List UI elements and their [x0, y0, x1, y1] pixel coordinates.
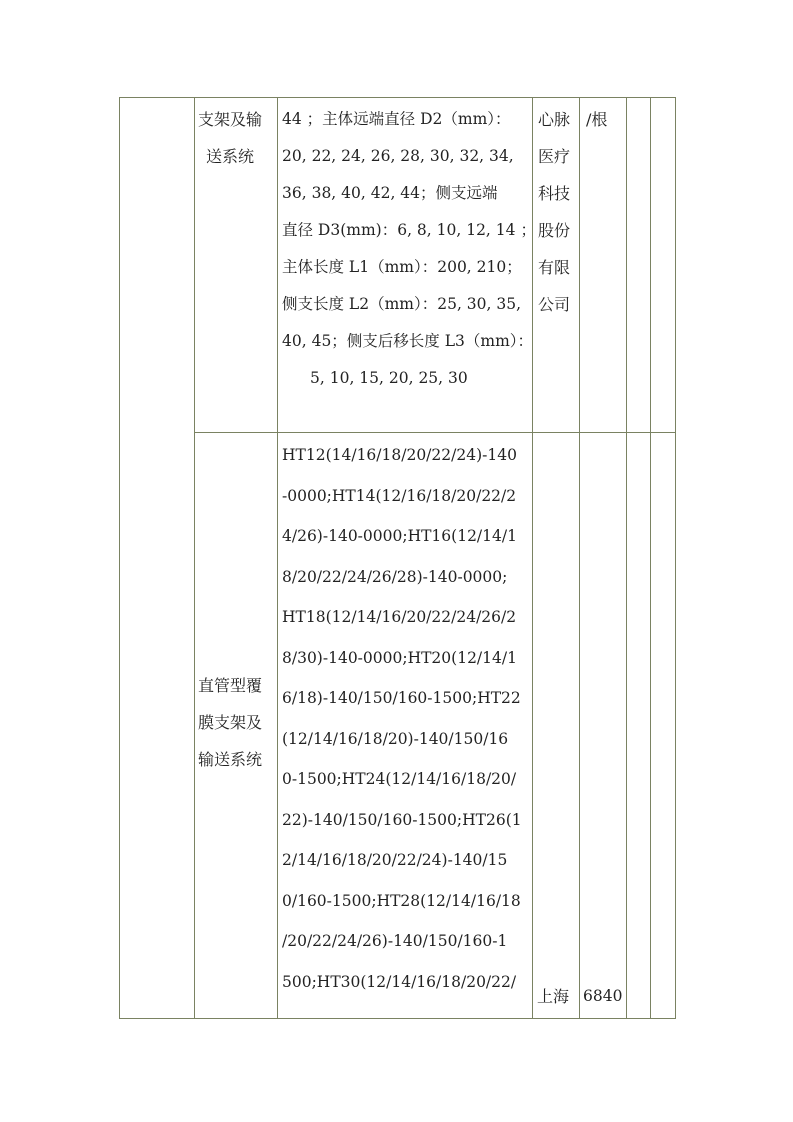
col-border-1 [194, 97, 195, 1019]
row2-spec-line: 4/26)-140-0000;HT16(12/14/1 [282, 527, 517, 545]
row-divider [194, 432, 676, 433]
row1-name-line: 送系统 [206, 147, 255, 166]
row2-maker: 上海 [537, 987, 570, 1006]
row2-name-line: 直管型覆 [198, 676, 263, 695]
col-border-6 [650, 97, 651, 1019]
row1-maker-line: 医疗 [538, 147, 571, 166]
col-border-2 [277, 97, 278, 1019]
row1-maker-line: 心脉 [538, 110, 571, 129]
table-bottom-border [119, 1018, 676, 1019]
row1-spec-line: 40, 45；侧支后移长度 L3（mm）： [282, 332, 534, 350]
row2-spec-line: /20/22/24/26)-140/150/160-1 [282, 932, 508, 950]
row2-spec-line: 8/20/22/24/26/28)-140-0000; [282, 567, 508, 586]
row1-spec-line: 5, 10, 15, 20, 25, 30 [310, 369, 468, 387]
row1-spec-line: 44 ；主体远端直径 D2（mm）： [282, 110, 511, 128]
row1-maker-line: 科技 [538, 184, 571, 203]
row2-spec-line: HT18(12/14/16/20/22/24/26/2 [282, 608, 517, 626]
col-border-7 [675, 97, 676, 1019]
row2-spec-line: 22)-140/150/160-1500;HT26(1 [282, 810, 522, 829]
row1-spec-line: 直径 D3(mm)：6, 8, 10, 12, 14 ； [282, 221, 536, 239]
row2-spec-line: (12/14/16/18/20)-140/150/16 [282, 729, 509, 748]
row2-spec-line: 2/14/16/18/20/22/24)-140/15 [282, 851, 508, 869]
row1-spec-line: 36, 38, 40, 42, 44；侧支远端 [282, 184, 498, 202]
row2-spec-line: 8/30)-140-0000;HT20(12/14/1 [282, 648, 517, 667]
row1-unit: /根 [586, 110, 608, 129]
row1-name-line: 支架及输 [198, 110, 263, 129]
row2-spec-line: -0000;HT14(12/16/18/20/22/2 [282, 486, 517, 505]
row2-code: 6840 [583, 987, 623, 1005]
row1-spec-line: 侧支长度 L2（mm）：25, 30, 35, [282, 295, 522, 313]
col-border-0 [119, 97, 120, 1019]
row2-name-line: 膜支架及 [198, 713, 263, 732]
row1-spec-line: 20, 22, 24, 26, 28, 30, 32, 34, [282, 147, 514, 165]
row1-maker-line: 有限 [538, 258, 571, 277]
row2-spec-line: 500;HT30(12/14/16/18/20/22/ [282, 972, 517, 991]
row2-spec-line: HT12(14/16/18/20/22/24)-140 [282, 446, 517, 464]
table-top-border [119, 97, 676, 98]
row2-spec-line: 0/160-1500;HT28(12/14/16/18 [282, 891, 521, 910]
row1-maker-line: 股份 [538, 221, 571, 240]
col-border-5 [626, 97, 627, 1019]
row1-spec-line: 主体长度 L1（mm）：200, 210； [282, 258, 522, 276]
row2-name-line: 输送系统 [198, 750, 263, 769]
row2-spec-line: 0-1500;HT24(12/14/16/18/20/ [282, 770, 517, 788]
row2-spec-line: 6/18)-140/150/160-1500;HT22 [282, 689, 521, 707]
row1-maker-line: 公司 [538, 295, 571, 314]
col-border-4 [579, 97, 580, 1019]
